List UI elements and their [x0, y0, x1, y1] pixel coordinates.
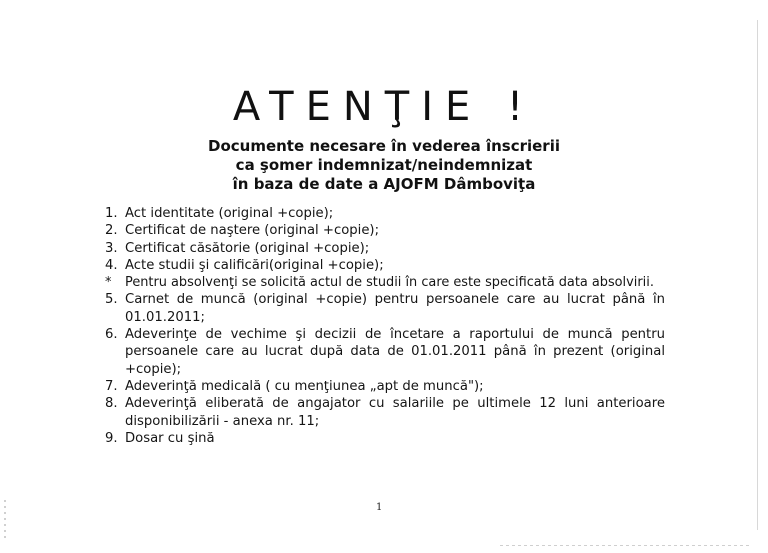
list-item-text: Carnet de muncă (original +copie) pentru persoanele care au lucrat până în 01.01.2011; [125, 292, 665, 325]
list-item-marker: 1. [105, 206, 118, 221]
list-item-text: Adeverinţă medicală ( cu menţiunea „apt de muncă"); [125, 378, 484, 394]
list-item-marker: 9. [105, 430, 118, 446]
scan-edge-left [4, 500, 6, 540]
list-item [105, 222, 665, 239]
required-documents-list [105, 205, 665, 447]
list-item [105, 326, 665, 378]
list-item-text: Acte studii şi calificări(original +copie); [125, 257, 384, 273]
list-item-note [105, 274, 665, 291]
scan-edge-bottom [500, 545, 750, 546]
list-item [105, 378, 665, 395]
list-item-text: Certificat de naştere (original +copie); [125, 223, 380, 239]
list-item-marker: 3. [105, 240, 118, 256]
list-item [105, 291, 665, 326]
list-item-marker: 8. [105, 396, 118, 412]
list-item [105, 257, 665, 274]
subtitle-line-1: Documente necesare în vederea înscrierii [208, 137, 560, 155]
page-title: ATENŢIE ! [232, 84, 536, 130]
list-item-marker: 6. [105, 327, 118, 343]
list-item-text: Act identitate (original +copie); [125, 206, 334, 221]
list-item [105, 240, 665, 257]
page-number: 1 [376, 502, 383, 513]
list-item [105, 430, 665, 447]
subtitle-line-3: în baza de date a AJOFM Dâmboviţa [232, 175, 536, 193]
list-item-marker: * [105, 275, 112, 291]
list-item-text: Dosar cu şină [125, 430, 215, 446]
list-item-text: Adeverinţă eliberată de angajator cu salariile pe ultimele 12 luni anterioare disponibilizării - anexa nr. 11; [125, 396, 665, 429]
list-item-marker: 5. [105, 292, 118, 308]
list-item [105, 395, 665, 430]
list-item-marker: 4. [105, 257, 118, 273]
list-item-marker: 2. [105, 223, 118, 239]
list-item-text: Adeverinţe de vechime şi decizii de încetare a raportului de muncă pentru persoanele care au lucrat după data de 01.01.2011 până în prezent (original +copie); [125, 327, 665, 377]
list-item-marker: 7. [105, 378, 118, 394]
list-item-text: Certificat căsătorie (original +copie); [125, 240, 370, 256]
subtitle-line-2: ca şomer indemnizat/neindemnizat [235, 156, 533, 174]
list-item-text: Pentru absolvenţi se solicită actul de studii în care este specificată data absolvirii. [125, 275, 654, 291]
list-item [105, 205, 665, 222]
